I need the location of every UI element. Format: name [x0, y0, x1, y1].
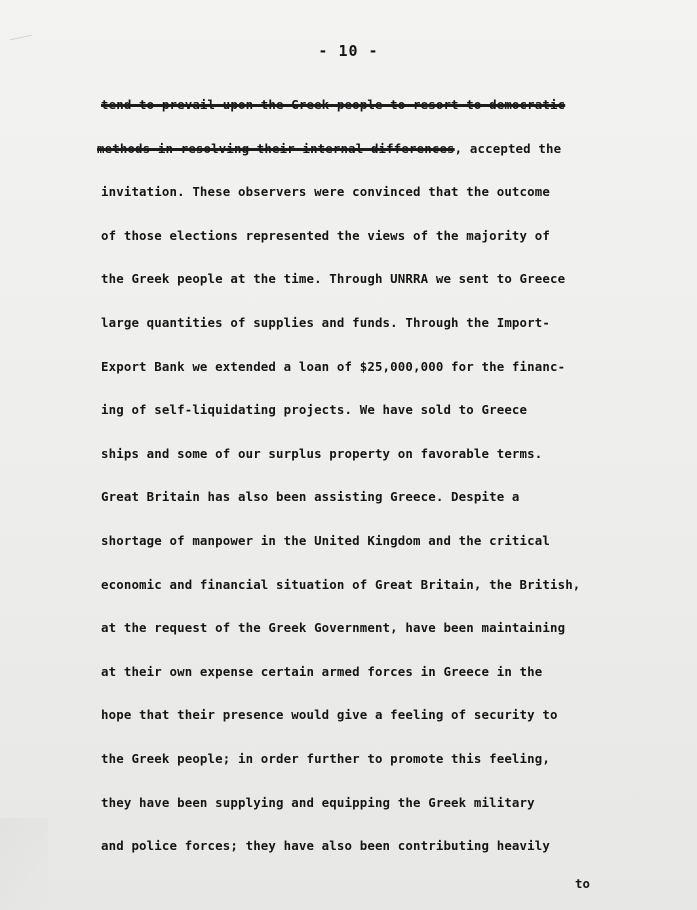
- text-segment: of those elections represented the views of the majority of: [101, 227, 550, 243]
- text-segment: invitation. These observers were convinced that the outcome: [101, 184, 550, 200]
- text-line: [101, 170, 661, 214]
- text-line: [101, 432, 661, 476]
- text-segment: they have been supplying and equipping the Greek military: [101, 794, 535, 810]
- text-line: [101, 83, 661, 127]
- text-line: [101, 519, 661, 563]
- text-segment: the Greek people at the time. Through UNRRA we sent to Greece: [101, 271, 566, 287]
- text-line: [101, 345, 661, 389]
- text-segment: at the request of the Greek Government, have been maintaining: [101, 620, 566, 636]
- text-line: [97, 127, 661, 171]
- text-segment: shortage of manpower in the United Kingdom and the critical: [101, 532, 550, 548]
- paper-shadow: [0, 818, 48, 910]
- paper-mark: [10, 35, 32, 41]
- text-segment: ships and some of our surplus property on favorable terms.: [101, 445, 543, 461]
- text-line: [101, 824, 661, 868]
- text-line: [101, 737, 661, 781]
- text-line: [101, 301, 661, 345]
- text-segment: large quantities of supplies and funds. Through the Import-: [101, 314, 550, 330]
- catchword: to: [575, 876, 590, 891]
- text-line: [101, 693, 661, 737]
- text-line: [101, 388, 661, 432]
- text-segment: hope that their presence would give a feeling of security to: [101, 707, 558, 723]
- text-segment: the Greek people; in order further to promote this feeling,: [101, 750, 550, 766]
- text-line: [101, 606, 661, 650]
- text-segment: at their own expense certain armed forces in Greece in the: [101, 663, 543, 679]
- text-segment: ing of self-liquidating projects. We have sold to Greece: [101, 402, 528, 418]
- text-line: [101, 475, 661, 519]
- text-line: [101, 650, 661, 694]
- typed-text-body: [97, 83, 661, 868]
- struck-text-segment: tend to prevail upon the Greek people to resort to democratic: [101, 97, 566, 112]
- text-segment: , accepted the: [454, 140, 562, 156]
- page-number: - 10 -: [318, 42, 379, 60]
- text-segment: and police forces; they have also been contributing heavily: [101, 838, 550, 854]
- text-line: [101, 563, 661, 607]
- text-segment: economic and financial situation of Great Britain, the British,: [101, 576, 581, 592]
- text-segment: Export Bank we extended a loan of $25,000,000 for the financ-: [101, 358, 566, 374]
- text-line: [101, 257, 661, 301]
- text-line: [101, 781, 661, 825]
- struck-text-segment: methods in resolving their internal differences: [97, 140, 455, 156]
- text-line: [101, 214, 661, 258]
- text-segment: Great Britain has also been assisting Greece. Despite a: [101, 489, 520, 505]
